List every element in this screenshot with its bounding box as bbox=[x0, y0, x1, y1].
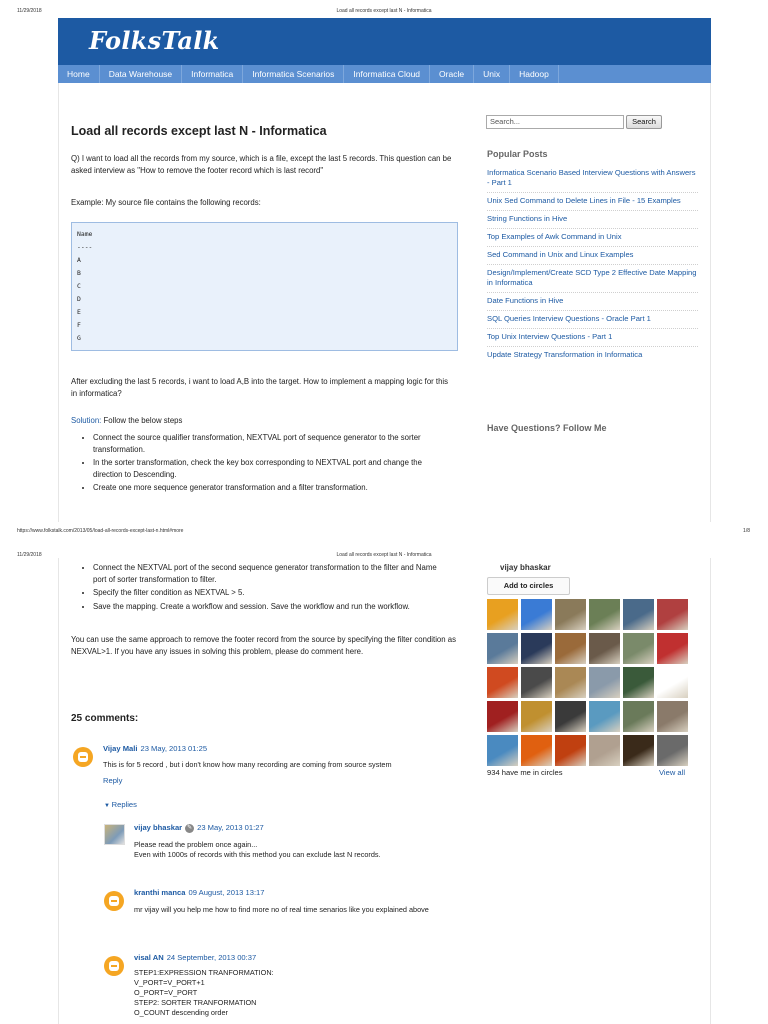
post-question: Q) I want to load all the records from my source, which is a file, except the last 5 records. This question can be asked interview as "How to remove the footer record which is last record" bbox=[71, 154, 452, 175]
comment-body-line: V_PORT=V_PORT+1 bbox=[134, 978, 205, 987]
follower-avatar[interactable] bbox=[521, 667, 552, 698]
replies-toggle[interactable] bbox=[104, 800, 137, 809]
code-line: B bbox=[77, 269, 81, 277]
nav-informatica-scenarios[interactable]: Informatica Scenarios bbox=[243, 65, 344, 83]
solution-label: Solution: bbox=[71, 416, 102, 425]
comment-date[interactable]: 23 May, 2013 01:27 bbox=[197, 823, 264, 832]
circles-count: 934 have me in circles bbox=[487, 768, 563, 777]
step-item: • Create one more sequence generator transformation and a filter transformation. bbox=[93, 482, 443, 494]
popular-post-link[interactable]: Date Functions in Hive bbox=[487, 293, 698, 311]
follower-avatar[interactable] bbox=[487, 701, 518, 732]
follower-avatar[interactable] bbox=[589, 735, 620, 766]
gplus-profile-name[interactable]: vijay bhaskar bbox=[500, 563, 551, 572]
code-line: Name bbox=[77, 230, 93, 238]
code-block bbox=[71, 222, 458, 351]
main-nav bbox=[58, 65, 711, 83]
popular-posts-title: Popular Posts bbox=[487, 149, 548, 159]
steps-list bbox=[81, 432, 443, 496]
popular-post-link[interactable]: Informatica Scenario Based Interview Questions with Answers - Part 1 bbox=[487, 165, 698, 193]
post-closing: You can use the same approach to remove the footer record from the source by specifying the filter condition as NEXVAL>1. If you have any issues in solving this problem, please do comment here. bbox=[71, 635, 457, 656]
follower-avatar[interactable] bbox=[623, 667, 654, 698]
print-doc-title: Load all records except last N - Informatica bbox=[336, 552, 432, 558]
print-doc-title: Load all records except last N - Informatica bbox=[336, 8, 432, 14]
follower-avatar[interactable] bbox=[657, 735, 688, 766]
step-item: • Connect the NEXTVAL port of the second sequence generator transformation to the filter and Name port of sorter transformation to filter. bbox=[93, 562, 443, 585]
comment-body: mr vijay will you help me how to find more no of real time senarios like you explained above bbox=[134, 905, 429, 914]
comment-author[interactable] bbox=[134, 823, 264, 833]
nav-unix[interactable]: Unix bbox=[474, 65, 510, 83]
follower-avatar[interactable] bbox=[521, 735, 552, 766]
blog-admin-pencil-icon: ✎ bbox=[187, 824, 193, 831]
follower-avatar[interactable] bbox=[487, 735, 518, 766]
comment-author-name[interactable]: Vijay Mali bbox=[103, 744, 138, 753]
follower-avatar[interactable] bbox=[487, 667, 518, 698]
post-title: Load all records except last N - Informatica bbox=[71, 124, 327, 138]
follower-avatar[interactable] bbox=[521, 599, 552, 630]
follower-avatar[interactable] bbox=[555, 735, 586, 766]
follower-avatar[interactable] bbox=[521, 633, 552, 664]
search-button[interactable]: Search bbox=[626, 115, 662, 129]
code-line: D bbox=[77, 295, 81, 303]
comment-author[interactable] bbox=[103, 744, 207, 753]
popular-post-link[interactable]: Top Unix Interview Questions - Part 1 bbox=[487, 329, 698, 347]
reply-link[interactable]: Reply bbox=[103, 776, 123, 785]
code-line: G bbox=[77, 334, 81, 342]
follower-avatar[interactable] bbox=[521, 701, 552, 732]
comment-body-line: STEP1:EXPRESSION TRANFORMATION: bbox=[134, 968, 274, 977]
popular-post-link[interactable]: Update Strategy Transformation in Informatica bbox=[487, 350, 643, 359]
follower-avatar[interactable] bbox=[657, 701, 688, 732]
comment-body-line: Please read the problem once again... bbox=[134, 840, 258, 849]
follower-avatar[interactable] bbox=[487, 633, 518, 664]
solution-text: Follow the below steps bbox=[101, 416, 183, 425]
comment-date[interactable]: 24 September, 2013 00:37 bbox=[166, 953, 257, 962]
search-input[interactable]: Search... bbox=[486, 115, 624, 129]
comment-author-name[interactable]: kranthi manca bbox=[134, 888, 186, 897]
print-date: 11/29/2018 bbox=[17, 552, 42, 558]
follower-avatar[interactable] bbox=[657, 667, 688, 698]
follower-avatar-grid bbox=[487, 599, 692, 766]
post-after: After excluding the last 5 records, i want to load A,B into the target. How to implement a mapping logic for this in informatica? bbox=[71, 377, 449, 398]
step-item: • Specify the filter condition as NEXTVAL > 5. bbox=[93, 587, 443, 599]
follower-avatar[interactable] bbox=[487, 599, 518, 630]
nav-home[interactable]: Home bbox=[58, 65, 100, 83]
code-line: C bbox=[77, 282, 81, 290]
user-avatar[interactable] bbox=[104, 824, 125, 845]
blogger-avatar-icon[interactable] bbox=[104, 891, 124, 911]
step-item: • In the sorter transformation, check the key box corresponding to NEXTVAL port and change the direction to Descending. bbox=[93, 457, 443, 480]
popular-post-link[interactable]: Design/Implement/Create SCD Type 2 Effective Date Mapping in Informatica bbox=[487, 265, 698, 293]
follower-avatar[interactable] bbox=[589, 701, 620, 732]
comment-body bbox=[134, 968, 452, 1018]
replies-toggle-label[interactable]: Replies bbox=[111, 800, 137, 809]
comments-count: 25 comments: bbox=[71, 713, 139, 724]
follow-me-title: Have Questions? Follow Me bbox=[487, 423, 607, 433]
view-all-link[interactable]: View all bbox=[659, 768, 686, 777]
step-item: • Save the mapping. Create a workflow and session. Save the workflow and run the workflow. bbox=[93, 601, 443, 613]
comment-body-line: O_PORT=V_PORT bbox=[134, 988, 198, 997]
follower-avatar[interactable] bbox=[555, 599, 586, 630]
comment-body-line: Even with 1000s of records with this method you can exclude last N records. bbox=[134, 850, 381, 859]
comment-body: This is for 5 record , but i don't know how many recording are coming from source system bbox=[103, 760, 392, 769]
site-logo[interactable]: FolksTalk bbox=[89, 26, 220, 55]
print-url: https://www.folkstalk.com/2013/05/load-all-records-except-last-n.html#more bbox=[17, 528, 184, 534]
blogger-avatar-icon[interactable] bbox=[73, 747, 93, 767]
site-header bbox=[58, 18, 711, 65]
steps-list-continued bbox=[81, 562, 443, 614]
step-item: • Connect the source qualifier transformation, NEXTVAL port of sequence generator to the sorter transformation. bbox=[93, 432, 443, 455]
popular-post-link[interactable]: Sed Command in Unix and Linux Examples bbox=[487, 247, 698, 265]
popular-post-link[interactable]: String Functions in Hive bbox=[487, 211, 698, 229]
follower-avatar[interactable] bbox=[555, 633, 586, 664]
comment-body-line: O_COUNT descending order bbox=[134, 1008, 228, 1017]
nav-hadoop[interactable]: Hadoop bbox=[510, 65, 559, 83]
follower-avatar[interactable] bbox=[589, 667, 620, 698]
comment-author[interactable] bbox=[134, 953, 256, 962]
follower-avatar[interactable] bbox=[657, 633, 688, 664]
post-example: Example: My source file contains the following records: bbox=[71, 198, 261, 207]
follower-avatar[interactable] bbox=[623, 735, 654, 766]
follower-avatar[interactable] bbox=[555, 667, 586, 698]
comment-author[interactable] bbox=[134, 888, 265, 897]
nav-oracle[interactable]: Oracle bbox=[430, 65, 474, 83]
follower-avatar[interactable] bbox=[623, 633, 654, 664]
code-line: F bbox=[77, 321, 81, 329]
comment-author-name[interactable]: vijay bhaskar bbox=[134, 823, 183, 832]
follower-avatar[interactable] bbox=[623, 701, 654, 732]
print-page-number: 1/8 bbox=[743, 528, 750, 534]
follower-avatar[interactable] bbox=[589, 633, 620, 664]
post-solution bbox=[71, 415, 456, 427]
code-line: A bbox=[77, 256, 81, 264]
popular-posts-list bbox=[487, 165, 698, 364]
code-line: ---- bbox=[77, 243, 93, 251]
code-line: E bbox=[77, 308, 81, 316]
blogger-avatar-icon[interactable] bbox=[104, 956, 124, 976]
comment-date[interactable]: 23 May, 2013 01:25 bbox=[140, 744, 208, 753]
nav-data-warehouse[interactable]: Data Warehouse bbox=[100, 65, 182, 83]
follower-avatar[interactable] bbox=[623, 599, 654, 630]
popular-post-link[interactable]: SQL Queries Interview Questions - Oracle Part 1 bbox=[487, 311, 698, 329]
follower-avatar[interactable] bbox=[657, 599, 688, 630]
popular-post-link[interactable]: Unix Sed Command to Delete Lines in File - 15 Examples bbox=[487, 193, 698, 211]
nav-informatica[interactable]: Informatica bbox=[182, 65, 243, 83]
add-to-circles-button[interactable]: Add to circles bbox=[487, 577, 570, 595]
print-date: 11/29/2018 bbox=[17, 8, 42, 14]
comment-body bbox=[134, 840, 444, 860]
popular-post-link[interactable]: Top Examples of Awk Command in Unix bbox=[487, 229, 698, 247]
follower-avatar[interactable] bbox=[589, 599, 620, 630]
comment-date[interactable]: 09 August, 2013 13:17 bbox=[188, 888, 265, 897]
comment-author-name[interactable]: visal AN bbox=[134, 953, 164, 962]
caret-down-icon: ▼ bbox=[104, 803, 112, 809]
nav-informatica-cloud[interactable]: Informatica Cloud bbox=[344, 65, 430, 83]
comment-body-line: STEP2: SORTER TRANFORMATION bbox=[134, 998, 257, 1007]
follower-avatar[interactable] bbox=[555, 701, 586, 732]
